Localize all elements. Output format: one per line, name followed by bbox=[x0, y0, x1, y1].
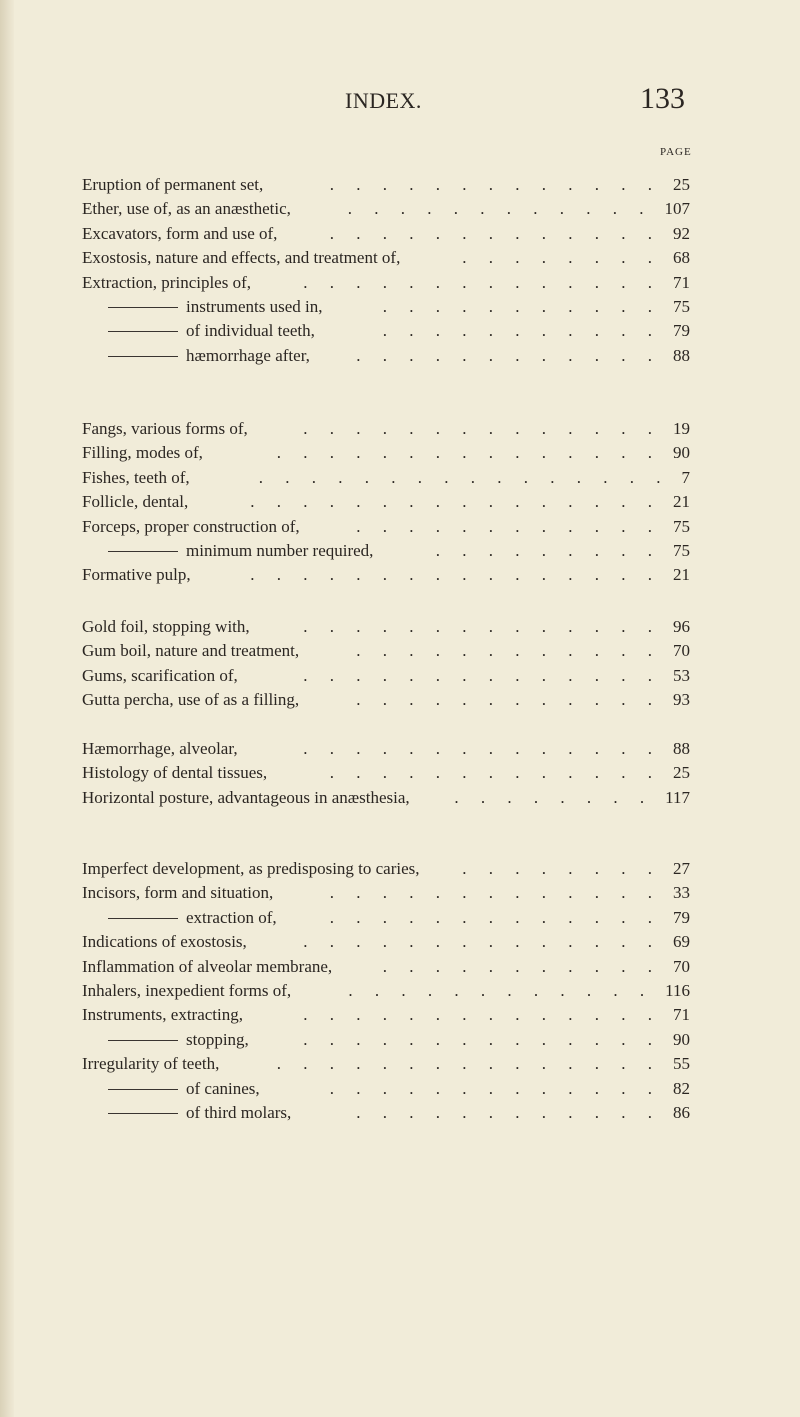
index-entry bbox=[0, 638, 800, 664]
index-entry-label: Incisors, form and situation, bbox=[82, 883, 274, 903]
index-page-ref: 19 bbox=[673, 419, 690, 438]
index-page-ref: 55 bbox=[673, 1054, 690, 1074]
index-entry bbox=[0, 1100, 800, 1126]
dot-leader: . . . . . . . . . . . . . bbox=[329, 883, 661, 903]
index-entry bbox=[0, 318, 800, 344]
index-page-ref: 70 bbox=[673, 956, 690, 976]
index-page-ref: 90 bbox=[673, 443, 690, 463]
index-entry-label: Irregularity of teeth, bbox=[82, 1054, 220, 1074]
dot-leader: . . . . . . . . bbox=[454, 787, 654, 807]
index-entry bbox=[0, 1027, 800, 1053]
index-entry-label: Gutta percha, use of as a filling, bbox=[82, 690, 300, 710]
dot-leader: . . . . . . . . . . . . . bbox=[329, 763, 661, 783]
index-subentry-label: of third molars, bbox=[186, 1103, 292, 1122]
index-page-ref: 90 bbox=[673, 1029, 690, 1049]
index-page-ref: 71 bbox=[673, 272, 690, 292]
index-entry-label: Imperfect development, as predisposing to caries, bbox=[82, 859, 420, 878]
index-entry bbox=[0, 929, 800, 955]
index-page-ref: 33 bbox=[673, 883, 690, 903]
index-entry bbox=[0, 343, 800, 369]
index-entry bbox=[0, 736, 800, 762]
index-subentry-label: hæmorrhage after, bbox=[186, 345, 310, 365]
index-page-ref: 70 bbox=[673, 641, 690, 661]
index-entry bbox=[0, 614, 800, 640]
index-page-ref: 21 bbox=[673, 492, 690, 512]
dot-leader: . . . . . . . . . . . . bbox=[356, 1103, 661, 1122]
index-page-ref: 25 bbox=[673, 175, 690, 194]
page-number: 133 bbox=[640, 82, 685, 115]
dot-leader: . . . . . . . . . . . . . . . . bbox=[250, 565, 661, 585]
index-entry bbox=[0, 562, 800, 588]
index-page-ref: 21 bbox=[673, 565, 690, 585]
index-page-ref: 93 bbox=[673, 690, 690, 710]
index-page-ref: 71 bbox=[673, 1005, 690, 1025]
index-entry-label: Histology of dental tissues, bbox=[82, 763, 268, 783]
index-entry bbox=[0, 856, 800, 882]
index-entry-label: Exostosis, nature and effects, and treatment of, bbox=[82, 248, 401, 268]
index-entry-label: Fishes, teeth of, bbox=[82, 467, 190, 487]
index-page-ref: 88 bbox=[673, 739, 690, 758]
index-entry-label: Filling, modes of, bbox=[82, 443, 203, 463]
index-entry-label: Excavators, form and use of, bbox=[82, 223, 278, 243]
index-entry bbox=[0, 1076, 800, 1102]
dot-leader: . . . . . . . . . . . . . . bbox=[303, 739, 661, 758]
dot-leader: . . . . . . . . . . . bbox=[382, 956, 661, 976]
dot-leader: . . . . . . . . . . . . . . . . bbox=[250, 492, 661, 512]
ditto-rule bbox=[108, 551, 178, 552]
index-page-ref: 82 bbox=[673, 1078, 690, 1098]
index-entry bbox=[0, 978, 800, 1004]
index-entry-label: Gold foil, stopping with, bbox=[82, 617, 250, 636]
index-entry bbox=[0, 1051, 800, 1077]
index-page-ref: 27 bbox=[673, 859, 690, 878]
dot-leader: . . . . . . . . . . . . . . bbox=[303, 665, 661, 685]
index-entry bbox=[0, 687, 800, 713]
index-entry bbox=[0, 663, 800, 689]
dot-leader: . . . . . . . . . . . . . . bbox=[303, 932, 661, 952]
dot-leader: . . . . . . . . . . . . . . . . bbox=[258, 467, 670, 487]
dot-leader: . . . . . . . . . . . . . . . bbox=[276, 443, 661, 463]
index-page-ref: 69 bbox=[673, 932, 690, 952]
index-page-ref: 92 bbox=[673, 223, 690, 243]
dot-leader: . . . . . . . . . . . . bbox=[356, 641, 661, 661]
index-entry-label: Inflammation of alveolar membrane, bbox=[82, 956, 333, 976]
index-page-ref: 75 bbox=[673, 297, 690, 316]
ditto-rule bbox=[108, 331, 178, 332]
index-entry bbox=[0, 221, 800, 247]
dot-leader: . . . . . . . . . . . . bbox=[356, 516, 661, 536]
dot-leader: . . . . . . . . . . . . . . bbox=[303, 1005, 661, 1025]
dot-leader: . . . . . . . . . . . . . . bbox=[303, 272, 661, 292]
index-entry-label: Extraction, principles of, bbox=[82, 272, 252, 292]
index-entry bbox=[0, 760, 800, 786]
index-entry bbox=[0, 514, 800, 540]
dot-leader: . . . . . . . . . . . . . bbox=[329, 1078, 661, 1098]
index-entry bbox=[0, 465, 800, 491]
index-entry bbox=[0, 270, 800, 296]
index-entry-label: Fangs, various forms of, bbox=[82, 419, 248, 438]
dot-leader: . . . . . . . . . . . . bbox=[348, 981, 654, 1000]
index-subentry-label: extraction of, bbox=[186, 907, 277, 927]
index-entry bbox=[0, 245, 800, 271]
index-entry-label: Gums, scarification of, bbox=[82, 665, 238, 685]
ditto-rule bbox=[108, 307, 178, 308]
ditto-rule bbox=[108, 356, 178, 357]
dot-leader: . . . . . . . . . . . bbox=[382, 297, 661, 316]
dot-leader: . . . . . . . . bbox=[462, 859, 661, 878]
index-entry bbox=[0, 880, 800, 906]
index-entry bbox=[0, 785, 800, 811]
index-entry-label: Inhalers, inexpedient forms of, bbox=[82, 981, 292, 1000]
index-entry-label: Eruption of permanent set, bbox=[82, 175, 264, 194]
dot-leader: . . . . . . . . . . . bbox=[382, 321, 661, 341]
index-page-ref: 75 bbox=[673, 541, 690, 560]
index-subentry-label: of individual teeth, bbox=[186, 321, 315, 341]
index-entry bbox=[0, 172, 800, 198]
dot-leader: . . . . . . . . . . . . . . bbox=[303, 617, 661, 636]
index-page-ref: 7 bbox=[681, 467, 690, 487]
index-entry bbox=[0, 905, 800, 931]
index-entry bbox=[0, 196, 800, 222]
index-entry bbox=[0, 416, 800, 442]
dot-leader: . . . . . . . . . . . . . bbox=[329, 223, 661, 243]
running-title: INDEX. bbox=[345, 88, 422, 113]
dot-leader: . . . . . . . . . . . . . bbox=[329, 907, 661, 927]
index-page-ref: 96 bbox=[673, 617, 690, 636]
dot-leader: . . . . . . . . . . . . . . . bbox=[276, 1054, 661, 1074]
index-page-ref: 116 bbox=[665, 981, 690, 1000]
index-entry-label: Gum boil, nature and treatment, bbox=[82, 641, 300, 661]
index-entry bbox=[0, 1002, 800, 1028]
dot-leader: . . . . . . . . . . . . bbox=[347, 199, 653, 219]
index-entry bbox=[0, 440, 800, 466]
page-column-heading: PAGE bbox=[660, 146, 692, 158]
index-entry bbox=[0, 294, 800, 320]
index-entry-label: Ether, use of, as an anæsthetic, bbox=[82, 199, 291, 219]
index-entry bbox=[0, 538, 800, 564]
index-page-ref: 88 bbox=[673, 345, 690, 365]
index-entry-label: Hæmorrhage, alveolar, bbox=[82, 739, 238, 758]
index-page-ref: 107 bbox=[664, 199, 690, 219]
index-entry bbox=[0, 489, 800, 515]
index-entry-label: Follicle, dental, bbox=[82, 492, 189, 512]
index-entry-label: Indications of exostosis, bbox=[82, 932, 247, 952]
ditto-rule bbox=[108, 918, 178, 919]
index-subentry-label: instruments used in, bbox=[186, 297, 323, 316]
dot-leader: . . . . . . . . . . . . . . bbox=[303, 419, 661, 438]
index-entry-label: Forceps, proper construction of, bbox=[82, 516, 300, 536]
dot-leader: . . . . . . . . . . . . bbox=[356, 345, 661, 365]
index-page-ref: 53 bbox=[673, 665, 690, 685]
dot-leader: . . . . . . . . . . . . . . bbox=[303, 1029, 661, 1049]
dot-leader: . . . . . . . . . . . . . bbox=[329, 175, 661, 194]
ditto-rule bbox=[108, 1040, 178, 1041]
index-subentry-label: minimum number required, bbox=[186, 541, 374, 560]
index-page-ref: 75 bbox=[673, 516, 690, 536]
index-subentry-label: of canines, bbox=[186, 1078, 260, 1098]
index-page-ref: 86 bbox=[673, 1103, 690, 1122]
index-page-ref: 68 bbox=[673, 248, 690, 268]
index-page-ref: 25 bbox=[673, 763, 690, 783]
index-page-ref: 79 bbox=[673, 321, 690, 341]
index-subentry-label: stopping, bbox=[186, 1029, 249, 1049]
running-header bbox=[0, 82, 800, 122]
index-entry-label: Formative pulp, bbox=[82, 565, 191, 585]
index-entry bbox=[0, 954, 800, 980]
index-page-ref: 79 bbox=[673, 907, 690, 927]
ditto-rule bbox=[108, 1113, 178, 1114]
index-page-ref: 117 bbox=[665, 787, 690, 807]
ditto-rule bbox=[108, 1089, 178, 1090]
dot-leader: . . . . . . . . . bbox=[435, 541, 661, 560]
dot-leader: . . . . . . . . bbox=[462, 248, 661, 268]
index-entry-label: Instruments, extracting, bbox=[82, 1005, 243, 1025]
dot-leader: . . . . . . . . . . . . bbox=[356, 690, 661, 710]
index-entry-label: Horizontal posture, advantageous in anæsthesia, bbox=[82, 787, 410, 807]
